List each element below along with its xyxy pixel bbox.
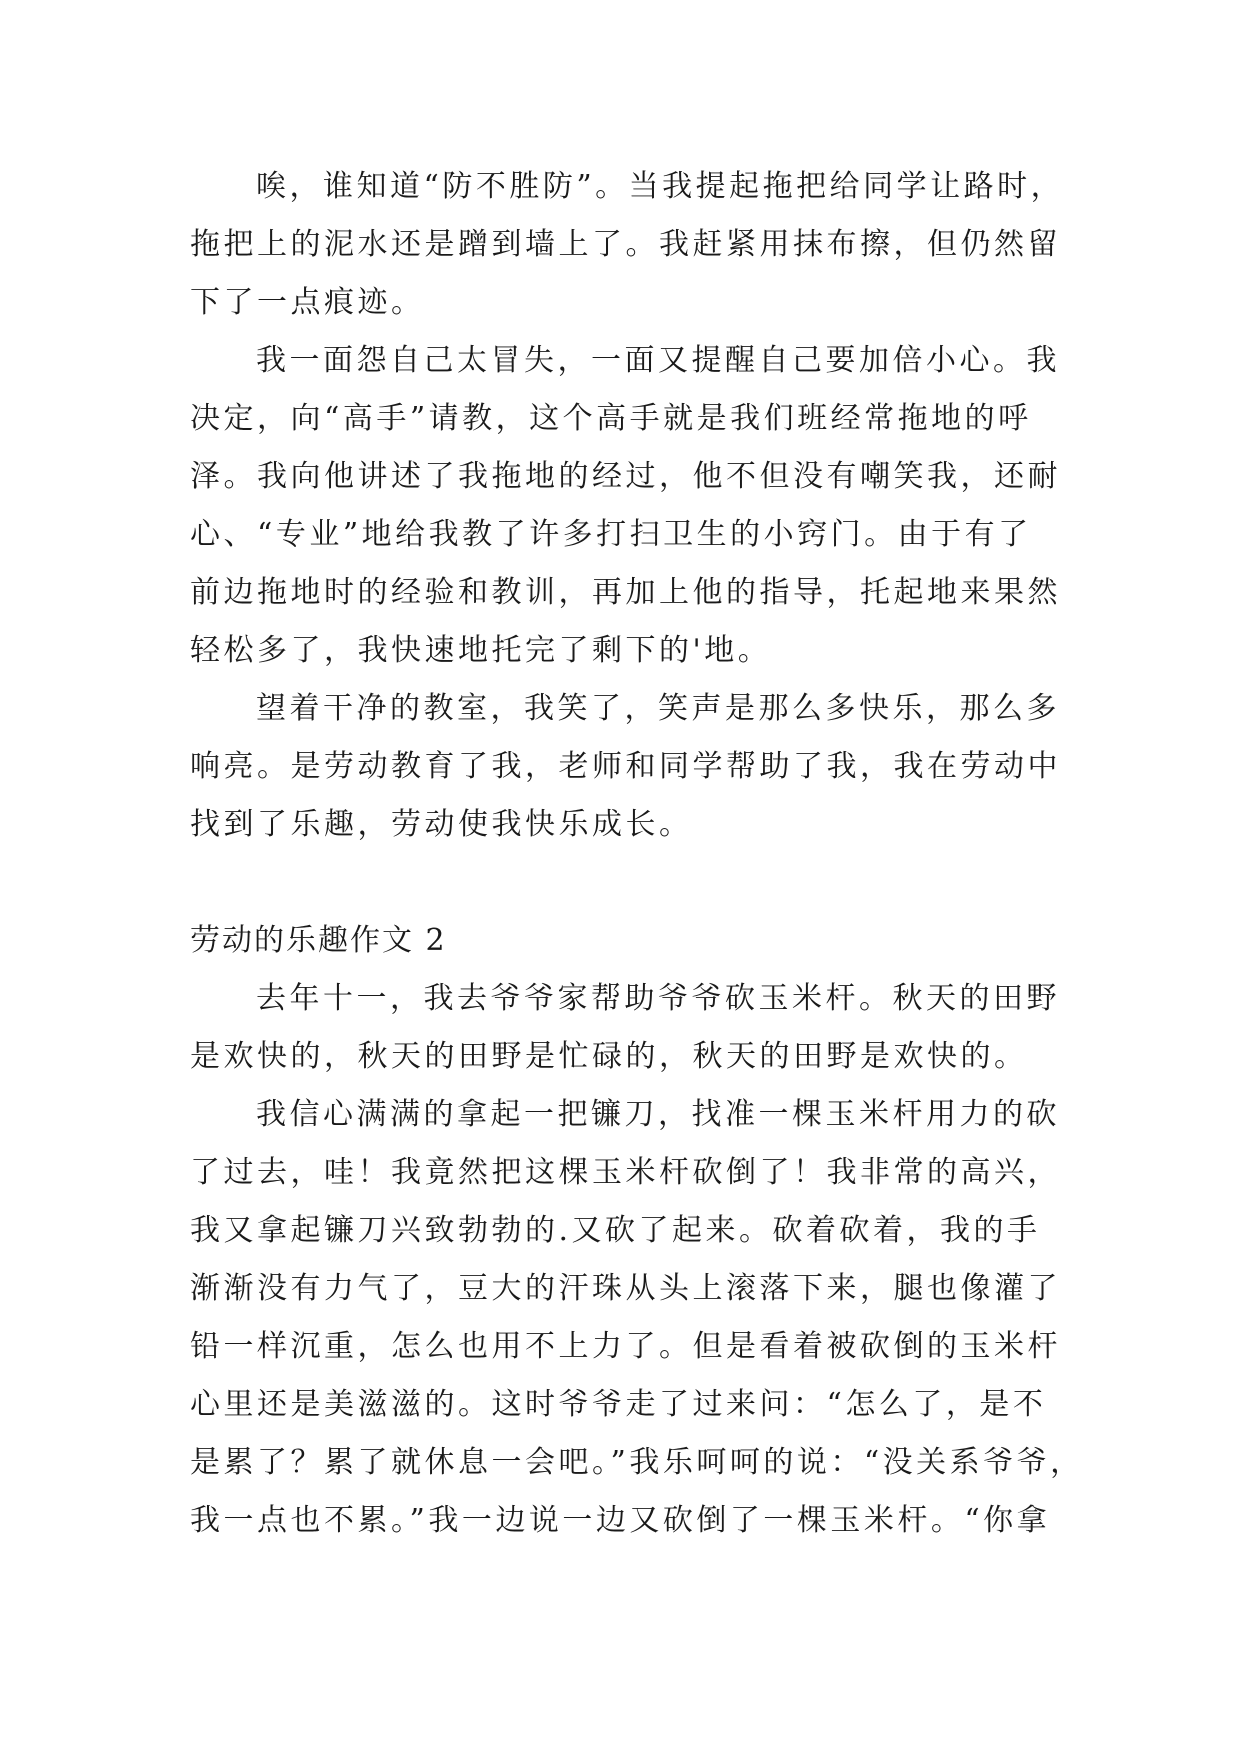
text-line: 响亮。是劳动教育了我，老师和同学帮助了我，我在劳动中 [190, 749, 1061, 784]
text-line: 心、“专业”地给我教了许多打扫卫生的小窍门。由于有了 [190, 517, 1032, 552]
text-line: 渐渐没有力气了，豆大的汗珠从头上滚落下来，腿也像灌了 [190, 1271, 1061, 1306]
text-line: 唉，谁知道“防不胜防”。当我提起拖把给同学让路时， [256, 169, 1065, 204]
text-line: 轻松多了，我快速地托完了剩下的'地。 [190, 633, 772, 668]
text-line: 心里还是美滋滋的。这时爷爷走了过来问：“怎么了，是不 [190, 1387, 1047, 1422]
text-line: 拖把上的泥水还是蹭到墙上了。我赶紧用抹布擦，但仍然留 [190, 227, 1061, 262]
paragraph [190, 970, 1060, 1086]
text-line: 前边拖地时的经验和教训，再加上他的指导，托起地来果然 [190, 575, 1061, 610]
text-line: 决定，向“高手”请教，这个高手就是我们班经常拖地的呼 [190, 401, 1032, 436]
paragraph [190, 158, 1065, 332]
text-line: 找到了乐趣，劳动使我快乐成长。 [190, 807, 693, 842]
text-line: 我又拿起镰刀兴致勃勃的.又砍了起来。砍着砍着，我的手 [190, 1213, 1041, 1248]
document-page [190, 158, 1084, 1550]
paragraph [190, 332, 1060, 680]
section-spacer [190, 854, 1060, 912]
paragraph [190, 1086, 1084, 1550]
text-line: 我一面怨自己太冒失，一面又提醒自己要加倍小心。我 [256, 343, 1060, 378]
text-line: 铅一样沉重，怎么也用不上力了。但是看着被砍倒的玉米杆 [190, 1329, 1061, 1364]
text-line: 是累了？累了就休息一会吧。”我乐呵呵的说：“没关系爷爷， [190, 1445, 1084, 1480]
text-line: 望着干净的教室，我笑了，笑声是那么多快乐，那么多 [256, 691, 1060, 726]
text-line: 了过去，哇！我竟然把这棵玉米杆砍倒了！我非常的高兴， [190, 1155, 1061, 1190]
text-line: 去年十一，我去爷爷家帮助爷爷砍玉米杆。秋天的田野 [256, 981, 1060, 1016]
text-line: 下了一点痕迹。 [190, 285, 425, 320]
text-line: 我信心满满的拿起一把镰刀，找准一棵玉米杆用力的砍 [256, 1097, 1060, 1132]
essay-heading: 劳动的乐趣作文 2 [190, 923, 447, 958]
text-line: 是欢快的，秋天的田野是忙碌的，秋天的田野是欢快的。 [190, 1039, 1028, 1074]
text-line: 泽。我向他讲述了我拖地的经过，他不但没有嘲笑我，还耐 [190, 459, 1061, 494]
paragraph [190, 680, 1060, 854]
text-line: 我一点也不累。”我一边说一边又砍倒了一棵玉米杆。“你拿 [190, 1503, 1051, 1538]
